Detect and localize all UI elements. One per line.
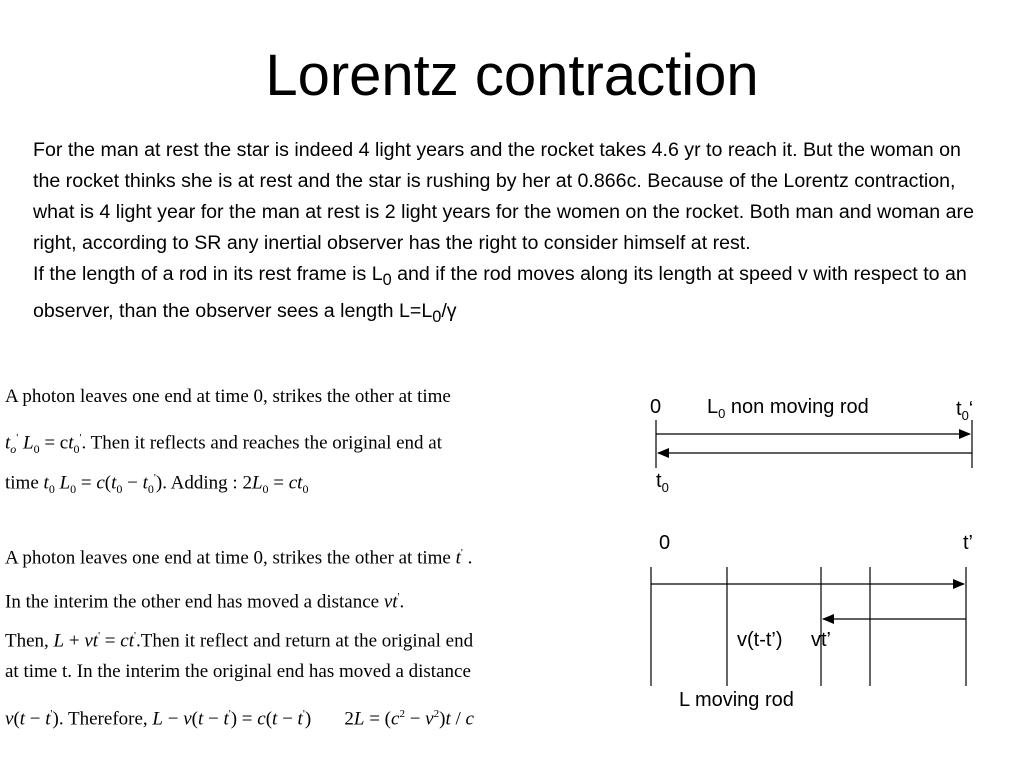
diagram2-vtt-label: v(t-t’) <box>737 629 783 651</box>
non-moving-rod-diagram <box>656 420 972 468</box>
block2-line2: In the interim the other end has moved a distance vt'. <box>5 591 405 613</box>
diagram2-vt-label: vt’ <box>811 629 831 651</box>
diagram1-rod-label: $L_0$ non moving rod <box>707 396 869 421</box>
diagram2-zero-label: 0 <box>659 532 671 554</box>
moving-rod-diagram <box>651 567 966 686</box>
intro-paragraph-1: For the man at rest the star is indeed 4 light years and the rocket takes 4.6 yr to reach it. But the woman on the rocket thinks she is at rest and the star is rushing by her at 0.866c. Because of the Lorentz contraction, what is 4 light year for the man at rest is 2 light years for the women on the rocket. Both man and woman are right, according to SR any inertial observer has the right to consider himself at rest. <box>33 139 974 254</box>
diagram1-zero-label: 0 <box>650 396 662 418</box>
slide-title: Lorentz contraction <box>265 43 759 108</box>
diagram2-tprime-label: t’ <box>963 532 973 554</box>
block1-line3: time $t_0$ $L_0 = c(t_0 - t_0')$. Adding : $2L_0 = ct_0$ <box>5 472 309 497</box>
intro-paragraph-2: If the length of a rod in its rest frame is $L_0$ and if the rod moves along its length at speed v with respect to an observer, than the observer sees a length $L=L_0/\gamma$ <box>33 263 967 326</box>
block2-line1: A photon leaves one end at time 0, strikes the other at time t' . <box>5 547 473 569</box>
block2-line5: v(t − t'). Therefore, L − v(t − t') = c(t − t') $2L = (c^2 - v^2)t / c$ <box>5 708 474 730</box>
block2-line4: at time t. In the interim the original end has moved a distance <box>5 661 471 682</box>
diagram1-t0-label: $t_0$ <box>656 470 669 495</box>
block1-line1: A photon leaves one end at time 0, strikes the other at time <box>5 386 451 407</box>
block1-line2: $t_o'$ $L_0 = ct_0'$. Then it reflects and reaches the original end at <box>5 432 443 457</box>
diagram2-caption: L moving rod <box>679 689 794 711</box>
block2-line3: Then, L + vt' = ct'.Then it reflect and return at the original end <box>5 630 474 652</box>
diagram1-t0prime-label: $t_0‘$ <box>956 398 974 423</box>
